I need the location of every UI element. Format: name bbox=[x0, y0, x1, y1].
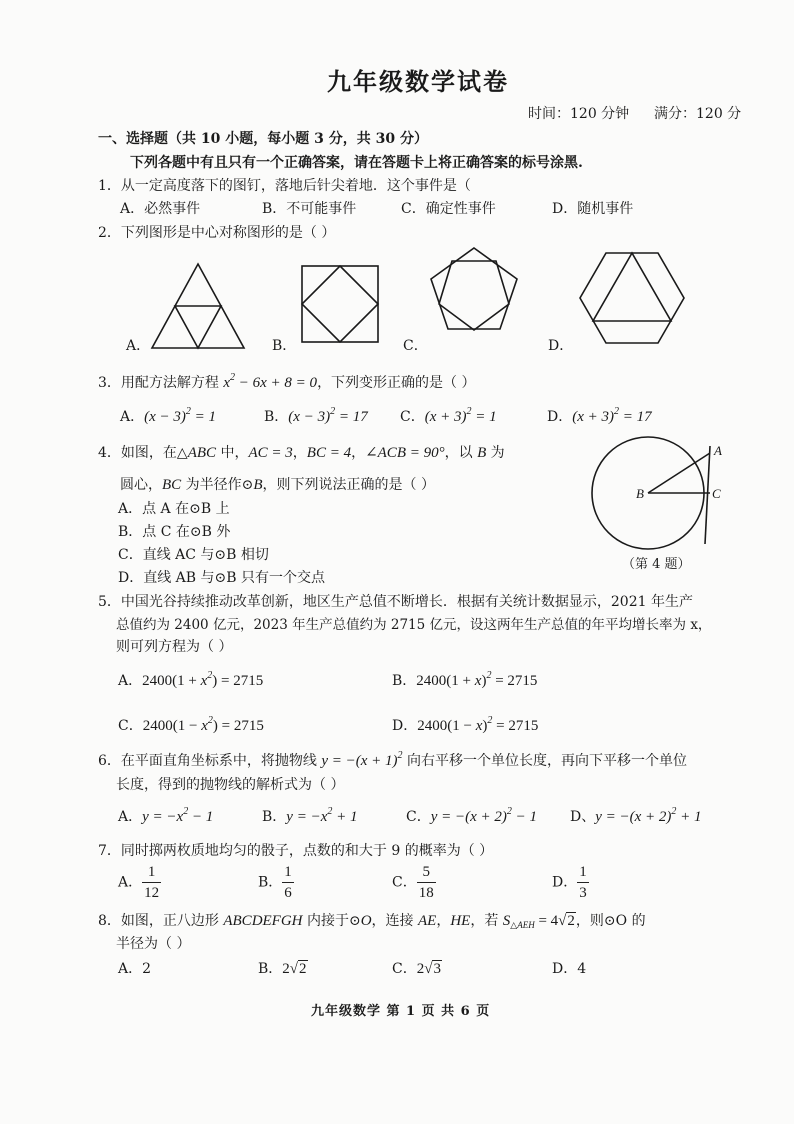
q6-option-c: C．$y = -(x + 2)^2 - 1$ bbox=[406, 806, 538, 825]
q3-equation: $x^2 - 6x + 8 = 0$ bbox=[223, 372, 318, 391]
q3-stem-text-end: ，下列变形正确的是（ ） bbox=[317, 375, 476, 391]
q2-figure-b bbox=[296, 262, 384, 350]
q2-figure-a bbox=[140, 258, 250, 354]
q8-line2: 半径为（ ） bbox=[116, 936, 191, 952]
q3-option-d: D．$(x + 3)^2 = 17$ bbox=[547, 406, 652, 425]
q3-stem-text: 3．用配方法解方程 bbox=[98, 375, 224, 391]
q7-option-b: B． $\frac{1}{6}$ bbox=[258, 864, 292, 901]
q4-option-c: C．直线 AC 与⊙B 相切 bbox=[118, 547, 269, 563]
q8-option-d: D．4 bbox=[552, 961, 587, 977]
q3-option-c: C．$(x + 3)^2 = 1$ bbox=[400, 406, 497, 425]
q2-option-a: A． bbox=[126, 338, 151, 354]
q4-option-b: B．点 C 在⊙B 外 bbox=[118, 524, 231, 540]
q8-option-a: A．2 bbox=[118, 961, 152, 977]
q2-option-b: B． bbox=[272, 338, 297, 354]
page-footer: 九年级数学 第 1 页 共 6 页 bbox=[311, 1004, 491, 1019]
q6-option-b: B．$y = -x^2 + 1$ bbox=[262, 806, 358, 825]
q1-option-c: C．确定性事件 bbox=[401, 201, 496, 217]
q5-line3: 则可列方程为（ ） bbox=[116, 639, 233, 655]
q2-figure-d bbox=[576, 250, 688, 350]
q2-option-c: C． bbox=[403, 338, 428, 354]
q6-option-a: A．$y = -x^2 - 1$ bbox=[118, 806, 214, 825]
q5-option-b: B．$2400(1 + x)^2 = 2715$ bbox=[392, 670, 538, 689]
q4-stem-line1: 4．如图，在△ABC 中，AC = 3，BC = 4，∠ACB = 90°，以 B 为 bbox=[98, 445, 505, 461]
q4-stem-line2: 圆心，BC 为半径作⊙B，则下列说法正确的是（ ） bbox=[120, 477, 435, 493]
q1-option-d: D．随机事件 bbox=[552, 201, 634, 217]
q2-option-d: D． bbox=[548, 338, 574, 354]
q5-option-c: C．$2400(1 - x^2) = 2715$ bbox=[118, 715, 264, 734]
q8-option-b: B．2√2 bbox=[258, 961, 307, 977]
q4-figure-caption: （第 4 题） bbox=[622, 557, 691, 572]
section-heading: 一、选择题（共 10 小题，每小题 3 分，共 30 分） bbox=[98, 131, 428, 147]
q5-option-a: A．$2400(1 + x^2) = 2715$ bbox=[118, 670, 264, 689]
q1-stem: 1．从一定高度落下的图钉，落地后针尖着地．这个事件是（ bbox=[98, 178, 471, 194]
q1-option-a: A．必然事件 bbox=[120, 201, 201, 217]
q3-option-b: B．$(x - 3)^2 = 17$ bbox=[264, 406, 368, 425]
q2-figure-c bbox=[426, 244, 526, 344]
q2-stem: 2．下列图形是中心对称图形的是（ ） bbox=[98, 225, 336, 241]
exam-score: 满分：120 分 bbox=[654, 106, 742, 122]
q6-line2: 长度，得到的抛物线的解析式为（ ） bbox=[116, 777, 345, 793]
q3-stem bbox=[98, 372, 476, 392]
q6-line1: 6．在平面直角坐标系中，将抛物线 $y = -(x + 1)^2$ 向右平移一个单位长度，再向下平移一个单位 bbox=[98, 750, 687, 769]
q5-line1: 5．中国光谷持续推动改革创新，地区生产总值不断增长．根据有关统计数据显示，2021 年生产 bbox=[98, 594, 693, 610]
q8-option-c: C．2√3 bbox=[392, 961, 441, 977]
q4-option-a: A．点 A 在⊙B 上 bbox=[118, 501, 230, 517]
q7-option-c: C． $\frac{5}{18}$ bbox=[392, 864, 434, 901]
q1-option-b: B．不可能事件 bbox=[262, 201, 357, 217]
q4-label-b: B bbox=[636, 486, 644, 501]
q7-option-d: D． $\frac{1}{3}$ bbox=[552, 864, 587, 901]
q4-label-a: A bbox=[714, 443, 722, 458]
q4-option-d: D．直线 AB 与⊙B 只有一个交点 bbox=[118, 570, 325, 586]
exam-time: 时间：120 分钟 bbox=[528, 106, 630, 122]
section-instruction: 下列各题中有且只有一个正确答案，请在答题卡上将正确答案的标号涂黑. bbox=[130, 155, 583, 171]
q4-label-c: C bbox=[712, 486, 721, 501]
q6-option-d: D、$y = -(x + 2)^2 + 1$ bbox=[570, 806, 702, 825]
q7-option-a: A． $\frac{1}{12}$ bbox=[118, 864, 160, 901]
page-title: 九年级数学试卷 bbox=[327, 67, 509, 96]
q5-option-d: D．$2400(1 - x)^2 = 2715$ bbox=[392, 715, 539, 734]
q5-line2: 总值约为 2400 亿元，2023 年生产总值约为 2715 亿元，设这两年生产总值的年平均增长率为 x， bbox=[116, 617, 712, 633]
q7-stem: 7．同时掷两枚质地均匀的骰子，点数的和大于 9 的概率为（ ） bbox=[98, 843, 494, 859]
q3-option-a: A．$(x - 3)^2 = 1$ bbox=[120, 406, 217, 425]
q8-line1: 8．如图，正八边形 ABCDEFGH 内接于⊙O，连接 AE，HE，若 $S_{\triangle AEH} = 4√2$，则⊙O 的 bbox=[98, 913, 646, 930]
